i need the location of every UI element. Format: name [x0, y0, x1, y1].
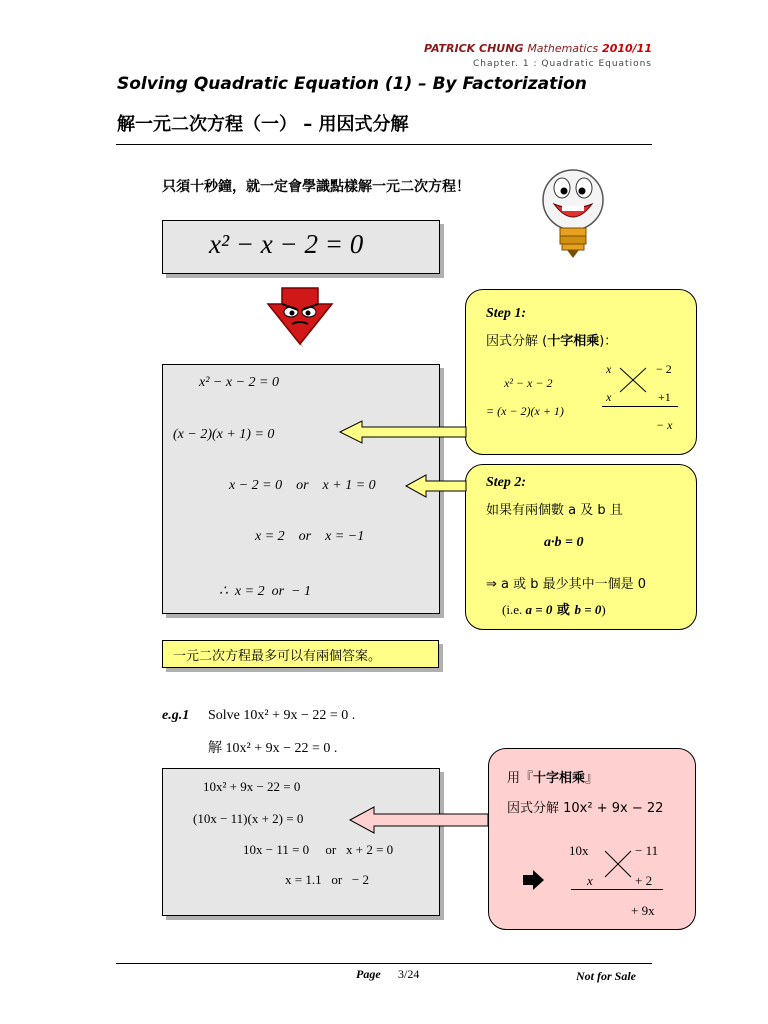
hint-cross-bottom-right: + 2	[635, 873, 653, 888]
cross-bottom-left: x	[606, 390, 612, 404]
footer-page-label: Page	[356, 967, 381, 981]
hint-line-1	[507, 767, 598, 786]
example-solution-box	[162, 768, 440, 916]
hint-suffix: 』	[585, 771, 599, 786]
note-box: 一元二次方程最多可以有兩個答案。	[162, 640, 439, 668]
arrow-right-icon	[521, 869, 545, 891]
solution-line-1: x² − x − 2 = 0	[199, 375, 279, 390]
footer-page-number: 3/24	[398, 967, 420, 981]
chapter-label: Chapter. 1 : Quadratic Equations	[473, 59, 652, 69]
step2-line-1: 如果有兩個數 a 及 b 且	[486, 503, 623, 518]
cross-multiply-icon	[618, 366, 648, 394]
step1-desc	[486, 330, 617, 349]
cross-sum: − x	[656, 418, 673, 432]
arrow-step2-icon	[404, 473, 468, 499]
step1-title: Step 1:	[486, 306, 527, 321]
step1-desc-bold: 十字相乘	[547, 334, 600, 349]
main-equation: x² − x − 2 = 0	[209, 229, 364, 259]
footer-notice: Not for Sale	[576, 969, 636, 983]
example-solve-en: Solve 10x² + 9x − 22 = 0 .	[208, 708, 356, 723]
subject: Mathematics	[527, 42, 599, 55]
step2-a-zero: a = 0	[525, 602, 553, 617]
hint-line-2: 因式分解 10x² + 9x − 22	[507, 801, 664, 816]
example-label: e.g.1	[162, 708, 190, 723]
solution-box	[162, 364, 440, 614]
step2-box	[465, 464, 697, 630]
title-rule	[116, 144, 652, 145]
cross-top-left: x	[606, 362, 612, 376]
hint-bold: 十字相乘	[533, 771, 586, 786]
example-line-1: 10x² + 9x − 22 = 0	[203, 779, 301, 794]
author-name: PATRICK CHUNG	[424, 42, 524, 55]
step1-expr: x² − x − 2	[504, 376, 553, 390]
hint-cross-sum: + 9x	[631, 903, 655, 918]
hint-cross-bottom-left: x	[587, 873, 593, 888]
hint-prefix: 用『	[507, 771, 534, 786]
intro-text: 只須十秒鐘，就一定會學識點樣解一元二次方程！	[162, 179, 470, 195]
example-solve-zh: 解 10x² + 9x − 22 = 0 .	[208, 741, 338, 756]
solution-line-5: ∴ x = 2 or − 1	[219, 584, 311, 599]
hint-box	[488, 748, 696, 930]
step1-desc-prefix: 因式分解 (	[486, 334, 548, 349]
solution-line-2: (x − 2)(x + 1) = 0	[173, 427, 275, 442]
step2-line-2: a·b = 0	[544, 535, 584, 550]
step1-box	[465, 289, 697, 455]
cross-sum-rule	[602, 406, 678, 407]
step2-b-zero: b = 0	[574, 602, 602, 617]
solution-line-4: x = 2 or x = −1	[255, 529, 365, 544]
hint-sum-rule	[571, 889, 663, 890]
arrow-step1-icon	[338, 419, 468, 445]
main-equation-box	[162, 220, 440, 274]
header-author	[424, 42, 652, 55]
hint-cross-top-left: 10x	[569, 843, 589, 858]
step2-ie-prefix: (i.e.	[502, 602, 526, 617]
step1-factored: = (x − 2)(x + 1)	[486, 404, 564, 418]
cross-top-right: − 2	[656, 362, 672, 376]
hint-cross-multiply-icon	[603, 849, 633, 879]
example-line-4: x = 1.1 or − 2	[285, 872, 369, 887]
footer-rule	[116, 963, 652, 964]
step1-desc-suffix: )：	[599, 334, 618, 349]
step2-ie-suffix: )	[601, 602, 606, 617]
title-chinese: 解一元二次方程（一） – 用因式分解	[117, 114, 409, 135]
cross-bottom-right: +1	[658, 390, 671, 404]
step2-line-4	[502, 599, 606, 618]
arrow-hint-icon	[348, 805, 490, 835]
solution-line-3: x − 2 = 0 or x + 1 = 0	[229, 478, 376, 493]
angry-arrow-mascot-icon	[264, 286, 336, 348]
step2-title: Step 2:	[486, 475, 527, 490]
lightbulb-mascot-icon	[540, 166, 606, 262]
year: 2010/11	[602, 42, 652, 55]
step2-line-3: ⇒ a 或 b 最少其中一個是 0	[486, 577, 647, 592]
example-line-2: (10x − 11)(x + 2) = 0	[193, 811, 304, 826]
title-english: Solving Quadratic Equation (1) – By Factorization	[117, 74, 587, 94]
example-line-3: 10x − 11 = 0 or x + 2 = 0	[243, 842, 394, 857]
step2-or: 或	[552, 603, 575, 618]
hint-cross-top-right: − 11	[635, 843, 659, 858]
